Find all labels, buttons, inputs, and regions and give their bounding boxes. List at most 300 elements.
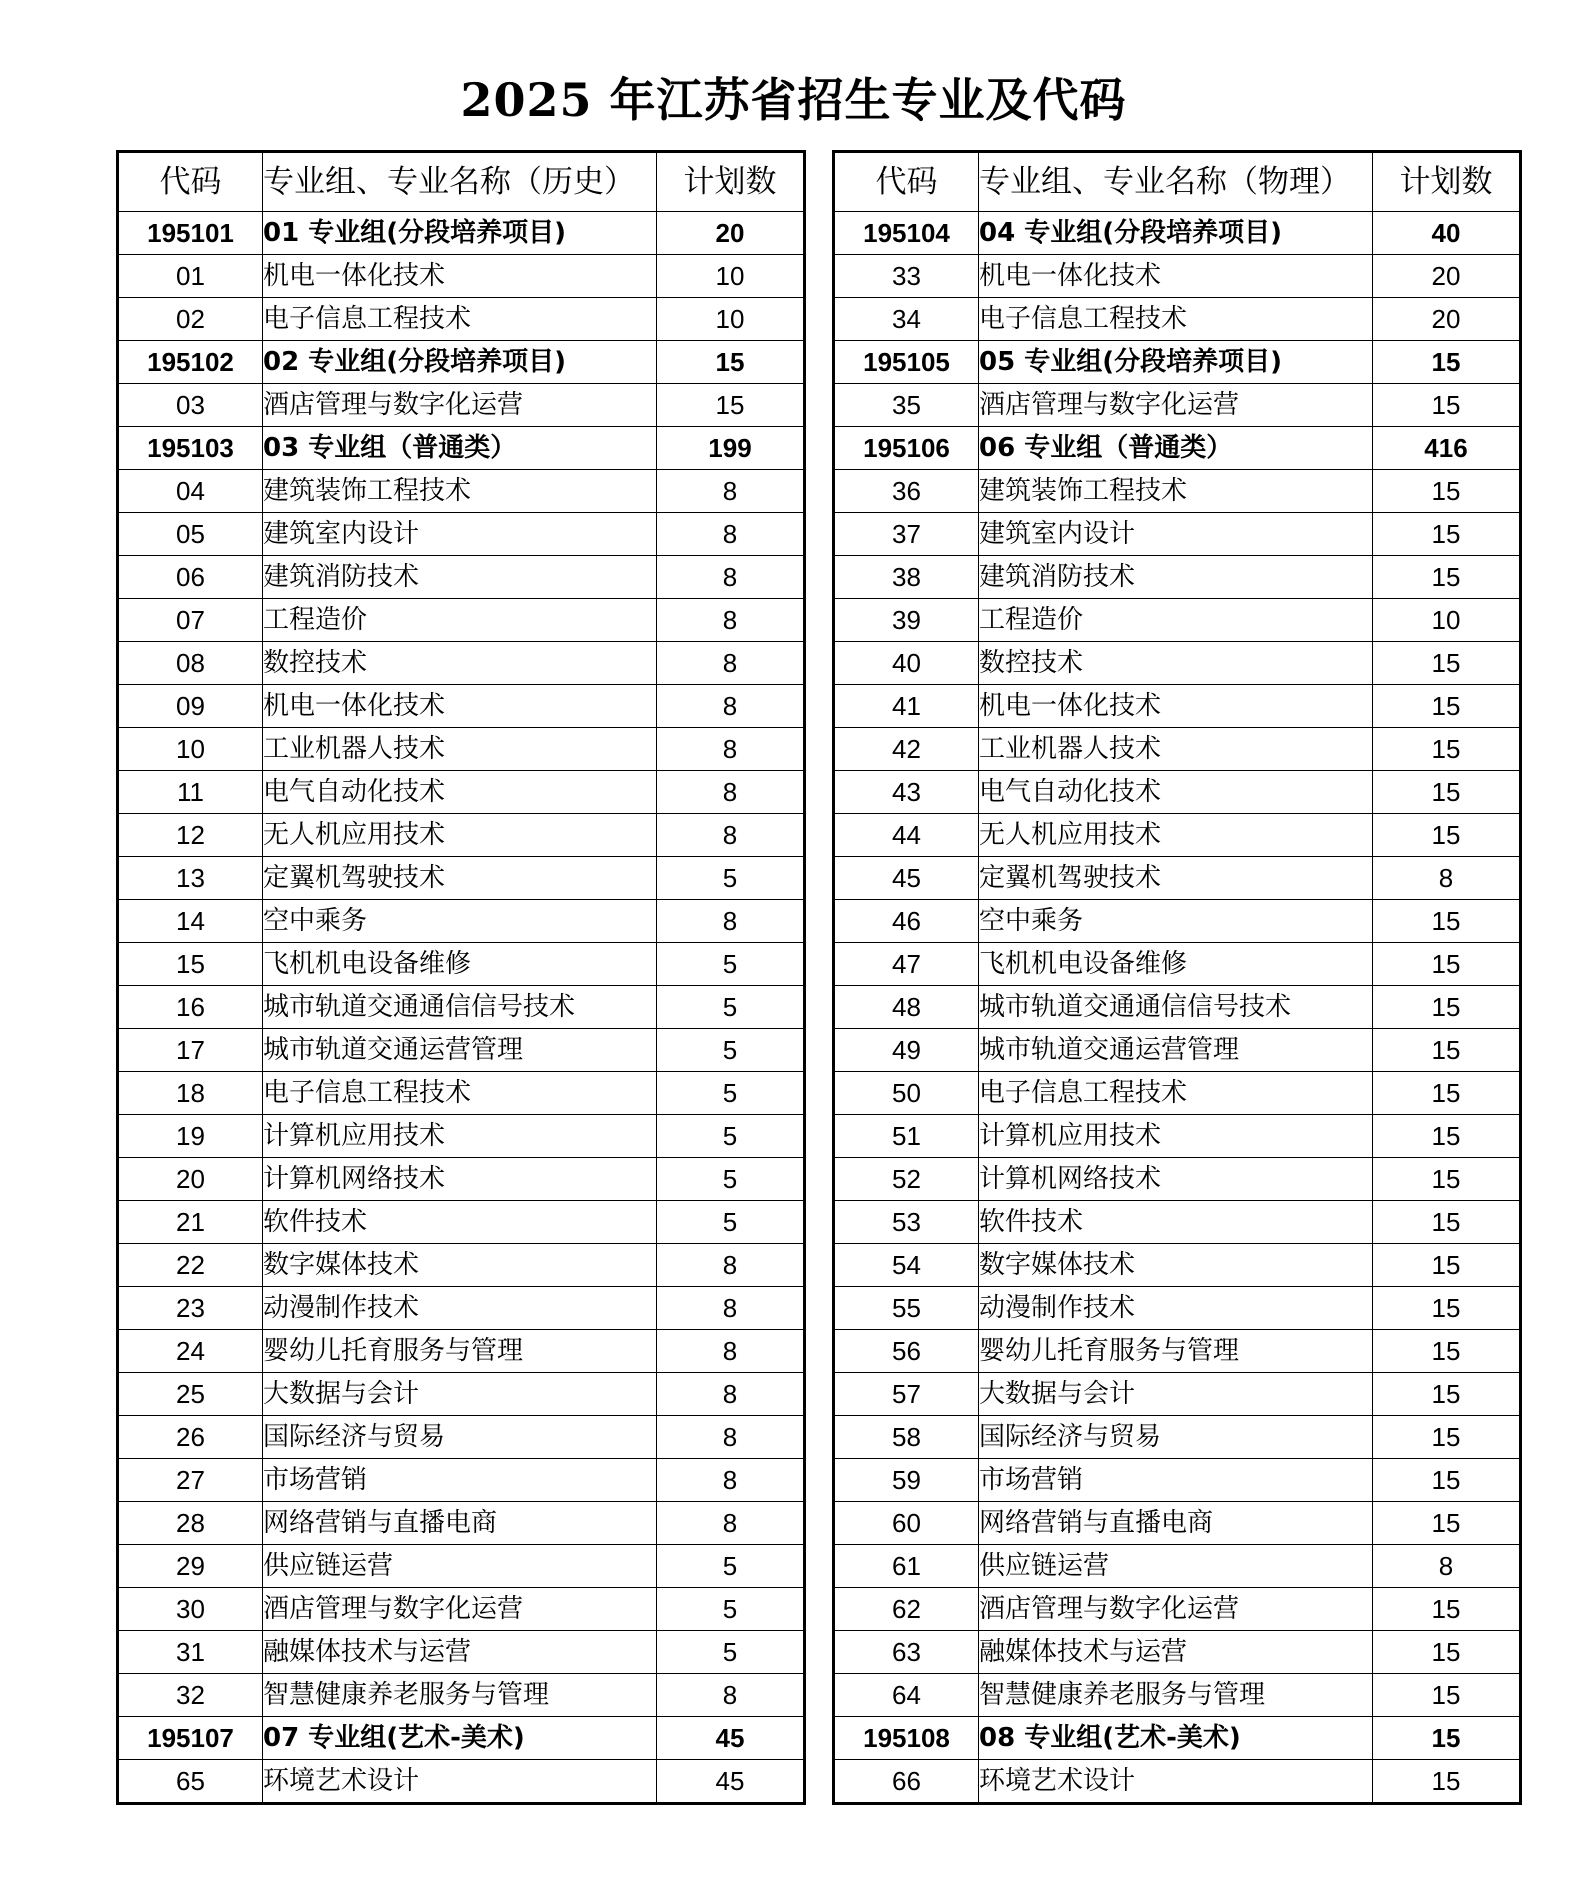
cell-code: 36 xyxy=(834,470,979,513)
cell-name: 08 专业组(艺术-美术) xyxy=(979,1717,1373,1760)
cell-plan: 8 xyxy=(1373,1545,1521,1588)
cell-plan: 45 xyxy=(657,1717,805,1760)
cell-name: 电气自动化技术 xyxy=(263,771,657,814)
table-body xyxy=(834,212,1521,1804)
cell-code: 32 xyxy=(118,1674,263,1717)
cell-code: 45 xyxy=(834,857,979,900)
cell-name: 建筑消防技术 xyxy=(263,556,657,599)
cell-code: 51 xyxy=(834,1115,979,1158)
cell-name: 电子信息工程技术 xyxy=(263,1072,657,1115)
cell-name: 工程造价 xyxy=(263,599,657,642)
header-plan: 计划数 xyxy=(1373,152,1521,212)
cell-name: 婴幼儿托育服务与管理 xyxy=(263,1330,657,1373)
cell-plan: 20 xyxy=(1373,255,1521,298)
major-row xyxy=(118,1115,805,1158)
cell-name: 电气自动化技术 xyxy=(979,771,1373,814)
cell-code: 41 xyxy=(834,685,979,728)
cell-code: 22 xyxy=(118,1244,263,1287)
cell-name: 动漫制作技术 xyxy=(263,1287,657,1330)
cell-plan: 15 xyxy=(1373,1502,1521,1545)
cell-code: 29 xyxy=(118,1545,263,1588)
cell-plan: 8 xyxy=(657,1416,805,1459)
major-row xyxy=(834,1115,1521,1158)
cell-name: 酒店管理与数字化运营 xyxy=(263,384,657,427)
major-row xyxy=(834,900,1521,943)
cell-name: 大数据与会计 xyxy=(979,1373,1373,1416)
major-row xyxy=(834,1158,1521,1201)
cell-code: 28 xyxy=(118,1502,263,1545)
cell-code: 34 xyxy=(834,298,979,341)
cell-code: 14 xyxy=(118,900,263,943)
cell-name: 空中乘务 xyxy=(263,900,657,943)
cell-code: 56 xyxy=(834,1330,979,1373)
major-row xyxy=(118,255,805,298)
cell-code: 11 xyxy=(118,771,263,814)
cell-code: 47 xyxy=(834,943,979,986)
cell-code: 03 xyxy=(118,384,263,427)
cell-code: 52 xyxy=(834,1158,979,1201)
cell-code: 30 xyxy=(118,1588,263,1631)
major-row xyxy=(834,1373,1521,1416)
cell-plan: 15 xyxy=(1373,341,1521,384)
major-row xyxy=(118,1760,805,1804)
major-row xyxy=(834,1631,1521,1674)
cell-code: 17 xyxy=(118,1029,263,1072)
major-row xyxy=(118,1631,805,1674)
cell-name: 建筑装饰工程技术 xyxy=(979,470,1373,513)
cell-plan: 15 xyxy=(1373,1115,1521,1158)
cell-plan: 40 xyxy=(1373,212,1521,255)
cell-plan: 8 xyxy=(657,599,805,642)
cell-code: 39 xyxy=(834,599,979,642)
cell-name: 数字媒体技术 xyxy=(263,1244,657,1287)
cell-name: 建筑装饰工程技术 xyxy=(263,470,657,513)
major-row xyxy=(118,599,805,642)
cell-code: 19 xyxy=(118,1115,263,1158)
cell-code: 35 xyxy=(834,384,979,427)
cell-code: 07 xyxy=(118,599,263,642)
cell-code: 62 xyxy=(834,1588,979,1631)
cell-code: 53 xyxy=(834,1201,979,1244)
cell-code: 06 xyxy=(118,556,263,599)
cell-code: 25 xyxy=(118,1373,263,1416)
cell-plan: 8 xyxy=(657,1674,805,1717)
cell-name: 环境艺术设计 xyxy=(979,1760,1373,1804)
cell-code: 42 xyxy=(834,728,979,771)
cell-name: 飞机机电设备维修 xyxy=(263,943,657,986)
major-row xyxy=(118,1459,805,1502)
cell-name: 建筑室内设计 xyxy=(263,513,657,556)
major-row xyxy=(834,1674,1521,1717)
cell-name: 融媒体技术与运营 xyxy=(979,1631,1373,1674)
cell-code: 13 xyxy=(118,857,263,900)
group-row xyxy=(834,427,1521,470)
cell-name: 机电一体化技术 xyxy=(263,255,657,298)
cell-plan: 15 xyxy=(1373,1373,1521,1416)
cell-plan: 8 xyxy=(657,1330,805,1373)
group-row xyxy=(118,1717,805,1760)
major-row xyxy=(118,384,805,427)
cell-name: 网络营销与直播电商 xyxy=(263,1502,657,1545)
cell-name: 电子信息工程技术 xyxy=(979,298,1373,341)
cell-code: 05 xyxy=(118,513,263,556)
cell-plan: 8 xyxy=(657,556,805,599)
cell-name: 婴幼儿托育服务与管理 xyxy=(979,1330,1373,1373)
cell-plan: 15 xyxy=(1373,1072,1521,1115)
cell-name: 无人机应用技术 xyxy=(263,814,657,857)
major-row xyxy=(118,1416,805,1459)
major-row xyxy=(834,1072,1521,1115)
cell-name: 计算机应用技术 xyxy=(263,1115,657,1158)
physics-table xyxy=(832,150,1522,1805)
major-row xyxy=(834,384,1521,427)
cell-plan: 8 xyxy=(657,900,805,943)
group-row xyxy=(118,341,805,384)
cell-plan: 15 xyxy=(657,341,805,384)
major-row xyxy=(834,470,1521,513)
cell-plan: 8 xyxy=(657,1502,805,1545)
cell-plan: 15 xyxy=(1373,1631,1521,1674)
history-table xyxy=(116,150,806,1805)
cell-plan: 20 xyxy=(657,212,805,255)
cell-name: 城市轨道交通运营管理 xyxy=(263,1029,657,1072)
cell-plan: 15 xyxy=(1373,642,1521,685)
cell-plan: 15 xyxy=(1373,1717,1521,1760)
cell-name: 03 专业组（普通类） xyxy=(263,427,657,470)
major-row xyxy=(834,814,1521,857)
cell-name: 机电一体化技术 xyxy=(979,685,1373,728)
major-row xyxy=(118,814,805,857)
major-row xyxy=(118,1244,805,1287)
cell-plan: 45 xyxy=(657,1760,805,1804)
cell-code: 57 xyxy=(834,1373,979,1416)
cell-code: 195105 xyxy=(834,341,979,384)
cell-code: 195102 xyxy=(118,341,263,384)
cell-code: 04 xyxy=(118,470,263,513)
cell-code: 50 xyxy=(834,1072,979,1115)
header-plan: 计划数 xyxy=(657,152,805,212)
cell-name: 动漫制作技术 xyxy=(979,1287,1373,1330)
major-row xyxy=(834,298,1521,341)
cell-plan: 5 xyxy=(657,1029,805,1072)
cell-name: 定翼机驾驶技术 xyxy=(263,857,657,900)
cell-plan: 15 xyxy=(1373,470,1521,513)
cell-name: 融媒体技术与运营 xyxy=(263,1631,657,1674)
table-header-row xyxy=(118,152,805,212)
cell-code: 27 xyxy=(118,1459,263,1502)
cell-name: 数字媒体技术 xyxy=(979,1244,1373,1287)
cell-code: 20 xyxy=(118,1158,263,1201)
cell-name: 06 专业组（普通类） xyxy=(979,427,1373,470)
cell-code: 46 xyxy=(834,900,979,943)
cell-code: 26 xyxy=(118,1416,263,1459)
major-row xyxy=(834,642,1521,685)
header-name: 专业组、专业名称（物理） xyxy=(979,152,1373,212)
cell-name: 酒店管理与数字化运营 xyxy=(979,1588,1373,1631)
cell-code: 12 xyxy=(118,814,263,857)
cell-name: 数控技术 xyxy=(263,642,657,685)
cell-name: 计算机网络技术 xyxy=(263,1158,657,1201)
cell-plan: 15 xyxy=(1373,384,1521,427)
cell-plan: 15 xyxy=(1373,1674,1521,1717)
cell-name: 智慧健康养老服务与管理 xyxy=(263,1674,657,1717)
cell-name: 环境艺术设计 xyxy=(263,1760,657,1804)
major-row xyxy=(834,1502,1521,1545)
major-row xyxy=(118,1545,805,1588)
major-row xyxy=(118,1588,805,1631)
major-row xyxy=(118,857,805,900)
cell-name: 机电一体化技术 xyxy=(263,685,657,728)
cell-code: 37 xyxy=(834,513,979,556)
cell-code: 54 xyxy=(834,1244,979,1287)
group-row xyxy=(834,212,1521,255)
cell-code: 15 xyxy=(118,943,263,986)
major-row xyxy=(834,1287,1521,1330)
cell-code: 65 xyxy=(118,1760,263,1804)
major-row xyxy=(118,513,805,556)
major-row xyxy=(834,599,1521,642)
cell-plan: 15 xyxy=(1373,685,1521,728)
cell-code: 10 xyxy=(118,728,263,771)
cell-name: 城市轨道交通运营管理 xyxy=(979,1029,1373,1072)
cell-name: 工程造价 xyxy=(979,599,1373,642)
cell-code: 195103 xyxy=(118,427,263,470)
cell-plan: 5 xyxy=(657,1588,805,1631)
cell-plan: 8 xyxy=(657,1287,805,1330)
cell-code: 33 xyxy=(834,255,979,298)
cell-plan: 8 xyxy=(657,771,805,814)
cell-name: 建筑消防技术 xyxy=(979,556,1373,599)
major-row xyxy=(834,1029,1521,1072)
cell-plan: 15 xyxy=(1373,1459,1521,1502)
major-row xyxy=(118,728,805,771)
cell-plan: 15 xyxy=(1373,900,1521,943)
cell-plan: 8 xyxy=(657,513,805,556)
cell-code: 44 xyxy=(834,814,979,857)
cell-name: 供应链运营 xyxy=(979,1545,1373,1588)
cell-code: 66 xyxy=(834,1760,979,1804)
major-row xyxy=(834,255,1521,298)
major-row xyxy=(834,685,1521,728)
cell-name: 软件技术 xyxy=(979,1201,1373,1244)
cell-plan: 5 xyxy=(657,986,805,1029)
cell-code: 61 xyxy=(834,1545,979,1588)
cell-plan: 8 xyxy=(1373,857,1521,900)
cell-plan: 15 xyxy=(1373,1029,1521,1072)
major-row xyxy=(118,1502,805,1545)
cell-plan: 15 xyxy=(1373,728,1521,771)
cell-name: 供应链运营 xyxy=(263,1545,657,1588)
cell-name: 酒店管理与数字化运营 xyxy=(263,1588,657,1631)
cell-name: 05 专业组(分段培养项目) xyxy=(979,341,1373,384)
cell-plan: 10 xyxy=(1373,599,1521,642)
cell-name: 机电一体化技术 xyxy=(979,255,1373,298)
cell-plan: 8 xyxy=(657,1459,805,1502)
cell-code: 195106 xyxy=(834,427,979,470)
cell-plan: 5 xyxy=(657,1072,805,1115)
cell-name: 软件技术 xyxy=(263,1201,657,1244)
cell-plan: 8 xyxy=(657,642,805,685)
cell-name: 城市轨道交通通信信号技术 xyxy=(263,986,657,1029)
major-row xyxy=(834,1545,1521,1588)
cell-plan: 15 xyxy=(1373,1158,1521,1201)
cell-plan: 15 xyxy=(1373,1201,1521,1244)
major-row xyxy=(118,1287,805,1330)
cell-name: 工业机器人技术 xyxy=(979,728,1373,771)
major-row xyxy=(118,556,805,599)
cell-plan: 10 xyxy=(657,298,805,341)
major-row xyxy=(834,1588,1521,1631)
major-row xyxy=(118,1330,805,1373)
cell-plan: 5 xyxy=(657,857,805,900)
cell-code: 09 xyxy=(118,685,263,728)
cell-name: 飞机机电设备维修 xyxy=(979,943,1373,986)
cell-plan: 15 xyxy=(1373,771,1521,814)
cell-code: 63 xyxy=(834,1631,979,1674)
cell-code: 55 xyxy=(834,1287,979,1330)
major-row xyxy=(834,728,1521,771)
major-row xyxy=(118,642,805,685)
cell-code: 59 xyxy=(834,1459,979,1502)
cell-plan: 8 xyxy=(657,685,805,728)
major-row xyxy=(834,556,1521,599)
cell-code: 16 xyxy=(118,986,263,1029)
cell-name: 工业机器人技术 xyxy=(263,728,657,771)
cell-code: 49 xyxy=(834,1029,979,1072)
cell-plan: 8 xyxy=(657,1244,805,1287)
major-row xyxy=(834,1244,1521,1287)
cell-plan: 5 xyxy=(657,1545,805,1588)
cell-code: 43 xyxy=(834,771,979,814)
major-row xyxy=(834,1760,1521,1804)
cell-plan: 5 xyxy=(657,943,805,986)
cell-name: 定翼机驾驶技术 xyxy=(979,857,1373,900)
cell-plan: 15 xyxy=(1373,556,1521,599)
cell-code: 08 xyxy=(118,642,263,685)
cell-code: 48 xyxy=(834,986,979,1029)
major-row xyxy=(118,298,805,341)
page-title: 2025 年江苏省招生专业及代码 xyxy=(460,73,1127,127)
cell-plan: 199 xyxy=(657,427,805,470)
cell-name: 01 专业组(分段培养项目) xyxy=(263,212,657,255)
cell-plan: 15 xyxy=(1373,814,1521,857)
major-row xyxy=(834,1416,1521,1459)
major-row xyxy=(118,685,805,728)
cell-plan: 15 xyxy=(1373,1588,1521,1631)
cell-name: 网络营销与直播电商 xyxy=(979,1502,1373,1545)
cell-name: 大数据与会计 xyxy=(263,1373,657,1416)
cell-plan: 15 xyxy=(657,384,805,427)
major-row xyxy=(118,1158,805,1201)
cell-name: 酒店管理与数字化运营 xyxy=(979,384,1373,427)
group-row xyxy=(118,212,805,255)
major-row xyxy=(834,1459,1521,1502)
major-row xyxy=(834,771,1521,814)
major-row xyxy=(834,1201,1521,1244)
cell-code: 64 xyxy=(834,1674,979,1717)
major-row xyxy=(834,986,1521,1029)
cell-name: 市场营销 xyxy=(263,1459,657,1502)
cell-plan: 15 xyxy=(1373,1330,1521,1373)
group-row xyxy=(118,427,805,470)
major-row xyxy=(834,943,1521,986)
major-row xyxy=(118,470,805,513)
header-name: 专业组、专业名称（历史） xyxy=(263,152,657,212)
cell-name: 智慧健康养老服务与管理 xyxy=(979,1674,1373,1717)
cell-name: 04 专业组(分段培养项目) xyxy=(979,212,1373,255)
major-row xyxy=(118,1373,805,1416)
cell-plan: 20 xyxy=(1373,298,1521,341)
table-header-row xyxy=(834,152,1521,212)
cell-name: 建筑室内设计 xyxy=(979,513,1373,556)
cell-plan: 15 xyxy=(1373,1287,1521,1330)
group-row xyxy=(834,341,1521,384)
cell-code: 31 xyxy=(118,1631,263,1674)
cell-code: 38 xyxy=(834,556,979,599)
cell-name: 数控技术 xyxy=(979,642,1373,685)
cell-plan: 10 xyxy=(657,255,805,298)
cell-plan: 8 xyxy=(657,814,805,857)
cell-code: 60 xyxy=(834,1502,979,1545)
cell-name: 空中乘务 xyxy=(979,900,1373,943)
cell-name: 计算机网络技术 xyxy=(979,1158,1373,1201)
cell-plan: 8 xyxy=(657,470,805,513)
cell-plan: 15 xyxy=(1373,1416,1521,1459)
major-row xyxy=(118,771,805,814)
cell-code: 195107 xyxy=(118,1717,263,1760)
header-code: 代码 xyxy=(118,152,263,212)
cell-code: 40 xyxy=(834,642,979,685)
cell-code: 24 xyxy=(118,1330,263,1373)
cell-code: 18 xyxy=(118,1072,263,1115)
major-row xyxy=(834,857,1521,900)
cell-code: 02 xyxy=(118,298,263,341)
cell-plan: 5 xyxy=(657,1115,805,1158)
cell-plan: 5 xyxy=(657,1201,805,1244)
cell-code: 21 xyxy=(118,1201,263,1244)
cell-plan: 15 xyxy=(1373,513,1521,556)
major-row xyxy=(118,1029,805,1072)
cell-plan: 416 xyxy=(1373,427,1521,470)
cell-plan: 5 xyxy=(657,1158,805,1201)
major-row xyxy=(118,900,805,943)
cell-code: 23 xyxy=(118,1287,263,1330)
cell-plan: 15 xyxy=(1373,1760,1521,1804)
cell-plan: 15 xyxy=(1373,943,1521,986)
cell-name: 计算机应用技术 xyxy=(979,1115,1373,1158)
cell-name: 市场营销 xyxy=(979,1459,1373,1502)
major-row xyxy=(118,986,805,1029)
cell-plan: 15 xyxy=(1373,986,1521,1029)
cell-name: 无人机应用技术 xyxy=(979,814,1373,857)
major-row xyxy=(118,1674,805,1717)
major-row xyxy=(118,1072,805,1115)
cell-name: 国际经济与贸易 xyxy=(263,1416,657,1459)
cell-plan: 5 xyxy=(657,1631,805,1674)
cell-name: 城市轨道交通通信信号技术 xyxy=(979,986,1373,1029)
header-code: 代码 xyxy=(834,152,979,212)
major-row xyxy=(834,1330,1521,1373)
cell-name: 02 专业组(分段培养项目) xyxy=(263,341,657,384)
cell-name: 国际经济与贸易 xyxy=(979,1416,1373,1459)
cell-code: 58 xyxy=(834,1416,979,1459)
cell-plan: 15 xyxy=(1373,1244,1521,1287)
major-row xyxy=(118,943,805,986)
cell-code: 195108 xyxy=(834,1717,979,1760)
cell-plan: 8 xyxy=(657,1373,805,1416)
cell-plan: 8 xyxy=(657,728,805,771)
major-row xyxy=(834,513,1521,556)
